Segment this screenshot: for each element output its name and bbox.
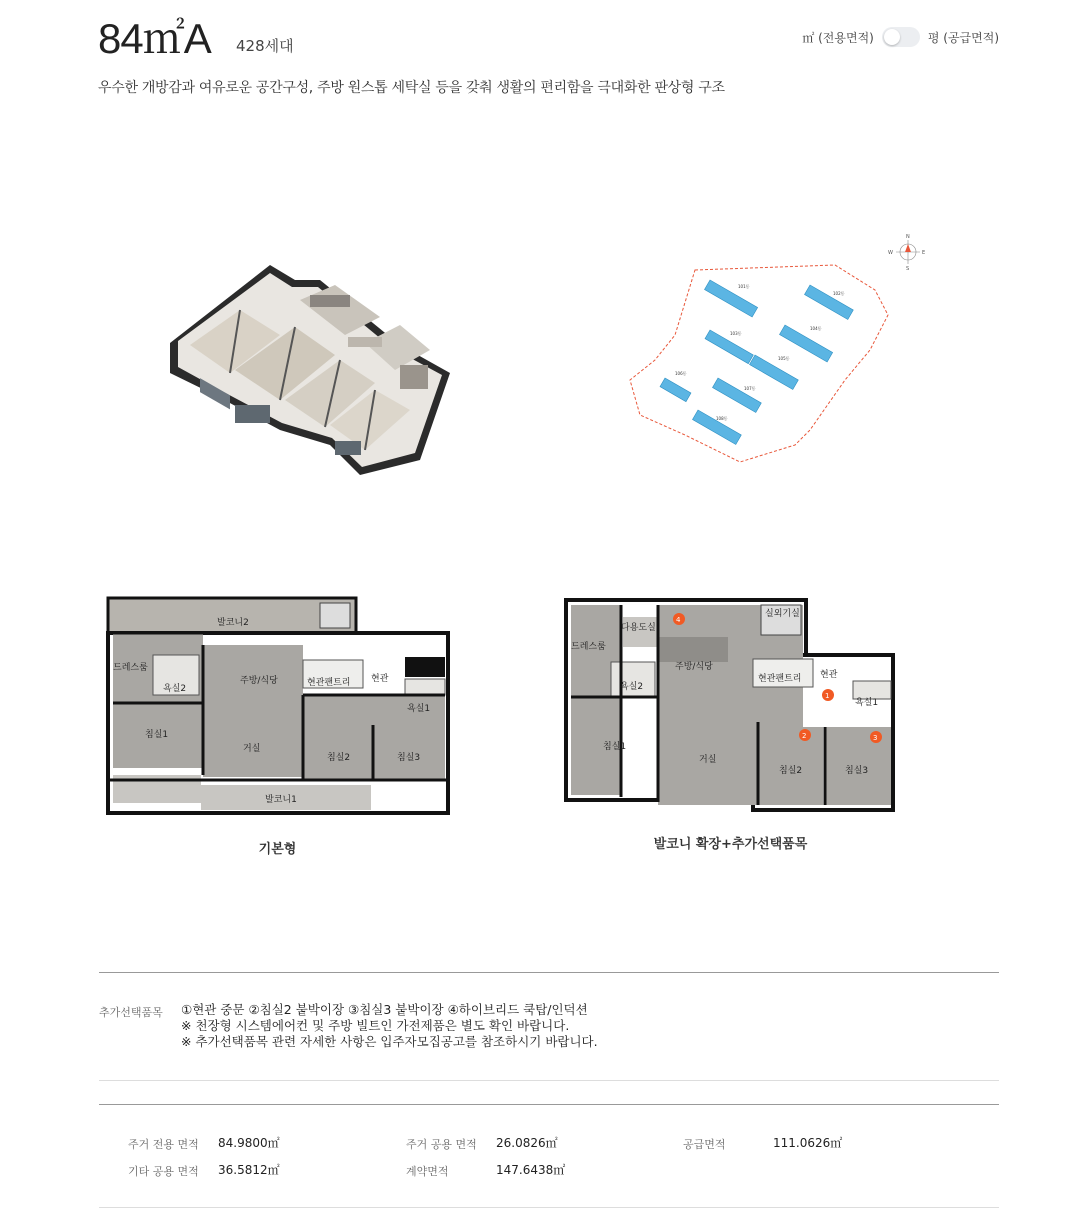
area-label-other: 기타 공용 면적 bbox=[128, 1165, 199, 1178]
exp-entrance: 현관 bbox=[820, 670, 838, 680]
basic-balcony2: 발코니2 bbox=[217, 618, 249, 628]
caption-basic: 기본형 bbox=[258, 842, 297, 857]
marker-1-label: 1 bbox=[825, 692, 830, 700]
basic-living: 거실 bbox=[243, 744, 261, 754]
basic-entrance: 현관 bbox=[371, 674, 389, 684]
bldg-104: 104동 bbox=[810, 326, 822, 331]
marker-4-label: 4 bbox=[676, 616, 681, 624]
bldg-103: 103동 bbox=[730, 331, 742, 336]
area-value-exclusive: 84.9800㎡ bbox=[218, 1136, 280, 1150]
options-label: 추가선택품목 bbox=[99, 1006, 163, 1019]
area-value-supply: 111.0626㎡ bbox=[773, 1136, 843, 1150]
area-value-contract: 147.6438㎡ bbox=[496, 1163, 566, 1177]
basic-dressroom: 드레스룸 bbox=[113, 663, 148, 673]
isometric-3d-view bbox=[160, 255, 460, 490]
option-note: ※ 천장형 시스템에어컨 및 주방 빌트인 가전제품은 별도 확인 바랍니다. bbox=[181, 1018, 570, 1033]
area-label-common: 주거 공용 면적 bbox=[406, 1138, 477, 1151]
exp-living: 거실 bbox=[699, 755, 717, 765]
area-value-other: 36.5812㎡ bbox=[218, 1163, 280, 1177]
exp-outdoor-unit: 실외기실 bbox=[765, 609, 800, 619]
marker-2-label: 2 bbox=[802, 732, 807, 740]
unit-toggle[interactable] bbox=[802, 27, 999, 47]
bldg-102: 102동 bbox=[833, 291, 845, 296]
compass-w: W bbox=[888, 250, 893, 256]
caption-expanded: 발코니 확장+추가선택품목 bbox=[653, 837, 808, 852]
household-count: 428세대 bbox=[236, 37, 294, 55]
site-plan bbox=[620, 230, 950, 470]
exp-dressroom: 드레스룸 bbox=[571, 642, 606, 652]
marker-3-label: 3 bbox=[873, 734, 878, 742]
option-line: ①현관 중문 ②침실2 붙박이장 ③침실3 붙박이장 ④하이브리드 쿡탑/인덕션 bbox=[181, 1002, 588, 1017]
divider-top bbox=[99, 972, 999, 973]
options-list bbox=[181, 1002, 598, 1050]
divider-mid bbox=[99, 1080, 999, 1081]
area-label-supply: 공급면적 bbox=[683, 1138, 726, 1151]
compass-s: S bbox=[906, 266, 910, 272]
basic-bedroom2: 침실2 bbox=[327, 753, 351, 763]
area-label-exclusive: 주거 전용 면적 bbox=[128, 1138, 199, 1151]
exp-pantry: 현관팬트리 bbox=[758, 674, 802, 684]
exp-bath2: 욕실2 bbox=[620, 682, 644, 692]
bldg-106: 106동 bbox=[675, 371, 687, 376]
unit-sqm-label: ㎡ (전용면적) bbox=[802, 30, 874, 45]
unit-pyeong-label: 평 (공급면적) bbox=[927, 30, 999, 45]
area-value-common: 26.0826㎡ bbox=[496, 1136, 558, 1150]
exp-utility: 다용도실 bbox=[621, 623, 656, 633]
floorplan-expanded bbox=[563, 597, 898, 812]
unit-type-title: 84㎡A bbox=[98, 15, 211, 62]
basic-kitchen: 주방/식당 bbox=[240, 676, 278, 686]
basic-bedroom3: 침실3 bbox=[397, 753, 421, 763]
option-note: ※ 추가선택품목 관련 자세한 사항은 입주자모집공고를 참조하시기 바랍니다. bbox=[181, 1034, 598, 1049]
divider-area-top bbox=[99, 1104, 999, 1105]
basic-pantry: 현관팬트리 bbox=[307, 678, 351, 688]
toggle-knob bbox=[884, 29, 900, 45]
area-label-contract: 계약면적 bbox=[406, 1165, 449, 1178]
basic-bath1: 욕실1 bbox=[407, 704, 431, 714]
basic-bedroom1: 침실1 bbox=[145, 730, 169, 740]
bldg-101: 101동 bbox=[738, 284, 750, 289]
divider-bottom bbox=[99, 1207, 999, 1208]
exp-bedroom1: 침실1 bbox=[603, 742, 627, 752]
exp-bedroom3: 침실3 bbox=[845, 766, 869, 776]
basic-bath2: 욕실2 bbox=[163, 684, 187, 694]
unit-description: 우수한 개방감과 여유로운 공간구성, 주방 원스톱 세탁실 등을 갖춰 생활의 편리함을 극대화한 판상형 구조 bbox=[98, 80, 725, 96]
exp-bedroom2: 침실2 bbox=[779, 766, 803, 776]
bldg-105: 105동 bbox=[778, 356, 790, 361]
exp-kitchen: 주방/식당 bbox=[675, 662, 713, 672]
bldg-107: 107동 bbox=[744, 386, 756, 391]
exp-bath1: 욕실1 bbox=[855, 698, 879, 708]
compass-e: E bbox=[922, 250, 926, 256]
bldg-108: 108동 bbox=[716, 416, 728, 421]
basic-balcony1: 발코니1 bbox=[265, 795, 297, 805]
compass-n: N bbox=[906, 234, 910, 240]
unit-toggle-switch[interactable] bbox=[882, 27, 920, 47]
floorplan-basic bbox=[105, 595, 450, 820]
